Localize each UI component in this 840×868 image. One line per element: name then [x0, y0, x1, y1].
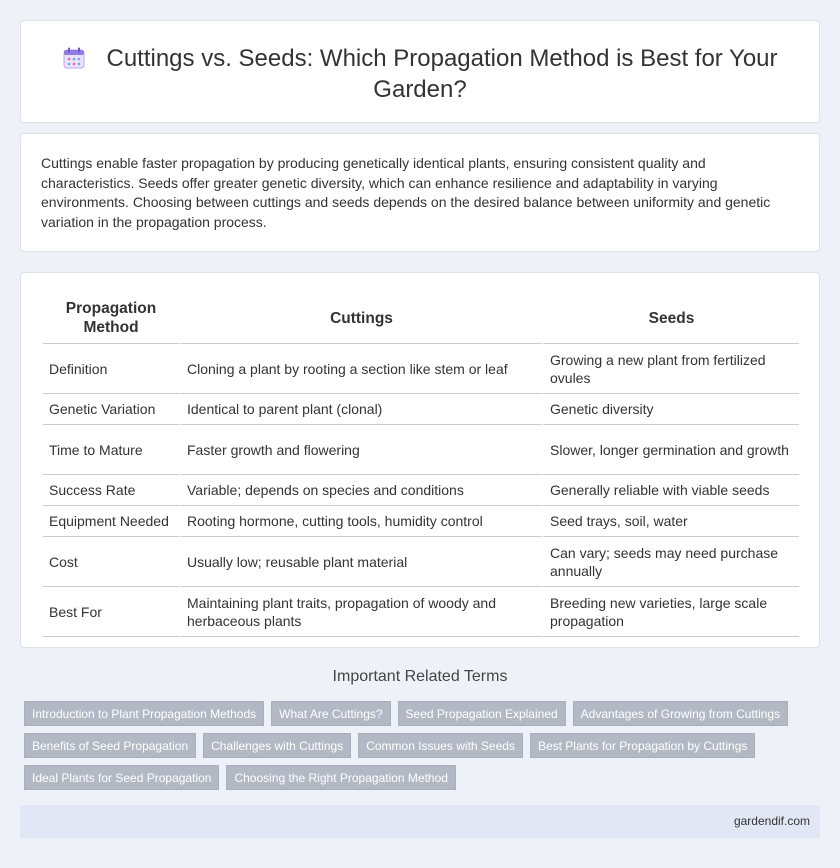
related-terms-heading: Important Related Terms [332, 668, 508, 685]
related-tag[interactable]: Advantages of Growing from Cuttings [573, 701, 788, 726]
related-tag[interactable]: Challenges with Cuttings [203, 733, 351, 758]
cuttings-cell: Usually low; reusable plant material [179, 537, 542, 587]
title-text: Cuttings vs. Seeds: Which Propagation Method is Best for Your Garden? [106, 45, 778, 103]
related-tag[interactable]: Introduction to Plant Propagation Methods [24, 701, 264, 726]
seeds-cell: Generally reliable with viable seeds [542, 475, 799, 506]
table-row [43, 425, 799, 475]
table-row [43, 344, 799, 394]
calendar-icon [62, 46, 86, 70]
related-terms-list [24, 701, 804, 790]
table-header-row [43, 293, 799, 344]
row-label: Cost [43, 537, 179, 587]
row-label: Genetic Variation [43, 394, 179, 425]
row-label: Best For [43, 587, 179, 637]
header-seeds: Seeds [542, 293, 799, 344]
row-label: Definition [43, 344, 179, 394]
footer [20, 805, 820, 838]
table-row [43, 587, 799, 637]
seeds-cell: Breeding new varieties, large scale propagation [542, 587, 799, 637]
cuttings-cell: Faster growth and flowering [179, 425, 542, 475]
related-tag[interactable]: Seed Propagation Explained [398, 701, 566, 726]
cuttings-cell: Cloning a plant by rooting a section like stem or leaf [179, 344, 542, 394]
comparison-card [20, 272, 820, 648]
page-title [61, 43, 779, 105]
footer-site-link[interactable]: gardendif.com [733, 814, 810, 828]
seeds-cell: Growing a new plant from fertilized ovules [542, 344, 799, 394]
header-cuttings: Cuttings [179, 293, 542, 344]
cuttings-cell: Identical to parent plant (clonal) [179, 394, 542, 425]
seeds-cell: Genetic diversity [542, 394, 799, 425]
cuttings-cell: Maintaining plant traits, propagation of woody and herbaceous plants [179, 587, 542, 637]
related-tag[interactable]: Common Issues with Seeds [358, 733, 523, 758]
row-label: Success Rate [43, 475, 179, 506]
related-tag[interactable]: What Are Cuttings? [271, 701, 390, 726]
table-row [43, 394, 799, 425]
cuttings-cell: Rooting hormone, cutting tools, humidity control [179, 506, 542, 537]
header-propagation-method: Propagation Method [43, 293, 179, 344]
seeds-cell: Seed trays, soil, water [542, 506, 799, 537]
cuttings-cell: Variable; depends on species and conditions [179, 475, 542, 506]
table-row [43, 475, 799, 506]
row-label: Time to Mature [43, 425, 179, 475]
intro-paragraph: Cuttings enable faster propagation by producing genetically identical plants, ensuring consistent quality and characteristics. Seeds offer greater genetic diversity, which can enhance resilience and adaptability in varying environments. Choosing between cuttings and seeds depends on the desired balance between uniformity and genetic variation in the propagation process. [41, 155, 771, 230]
seeds-cell: Slower, longer germination and growth [542, 425, 799, 475]
table-row [43, 537, 799, 587]
related-tag[interactable]: Ideal Plants for Seed Propagation [24, 765, 219, 790]
comparison-table [43, 293, 799, 637]
seeds-cell: Can vary; seeds may need purchase annually [542, 537, 799, 587]
related-tag[interactable]: Benefits of Seed Propagation [24, 733, 196, 758]
header-card [20, 20, 820, 123]
table-row [43, 506, 799, 537]
related-tag[interactable]: Best Plants for Propagation by Cuttings [530, 733, 755, 758]
intro-card [20, 133, 820, 252]
row-label: Equipment Needed [43, 506, 179, 537]
related-tag[interactable]: Choosing the Right Propagation Method [226, 765, 455, 790]
